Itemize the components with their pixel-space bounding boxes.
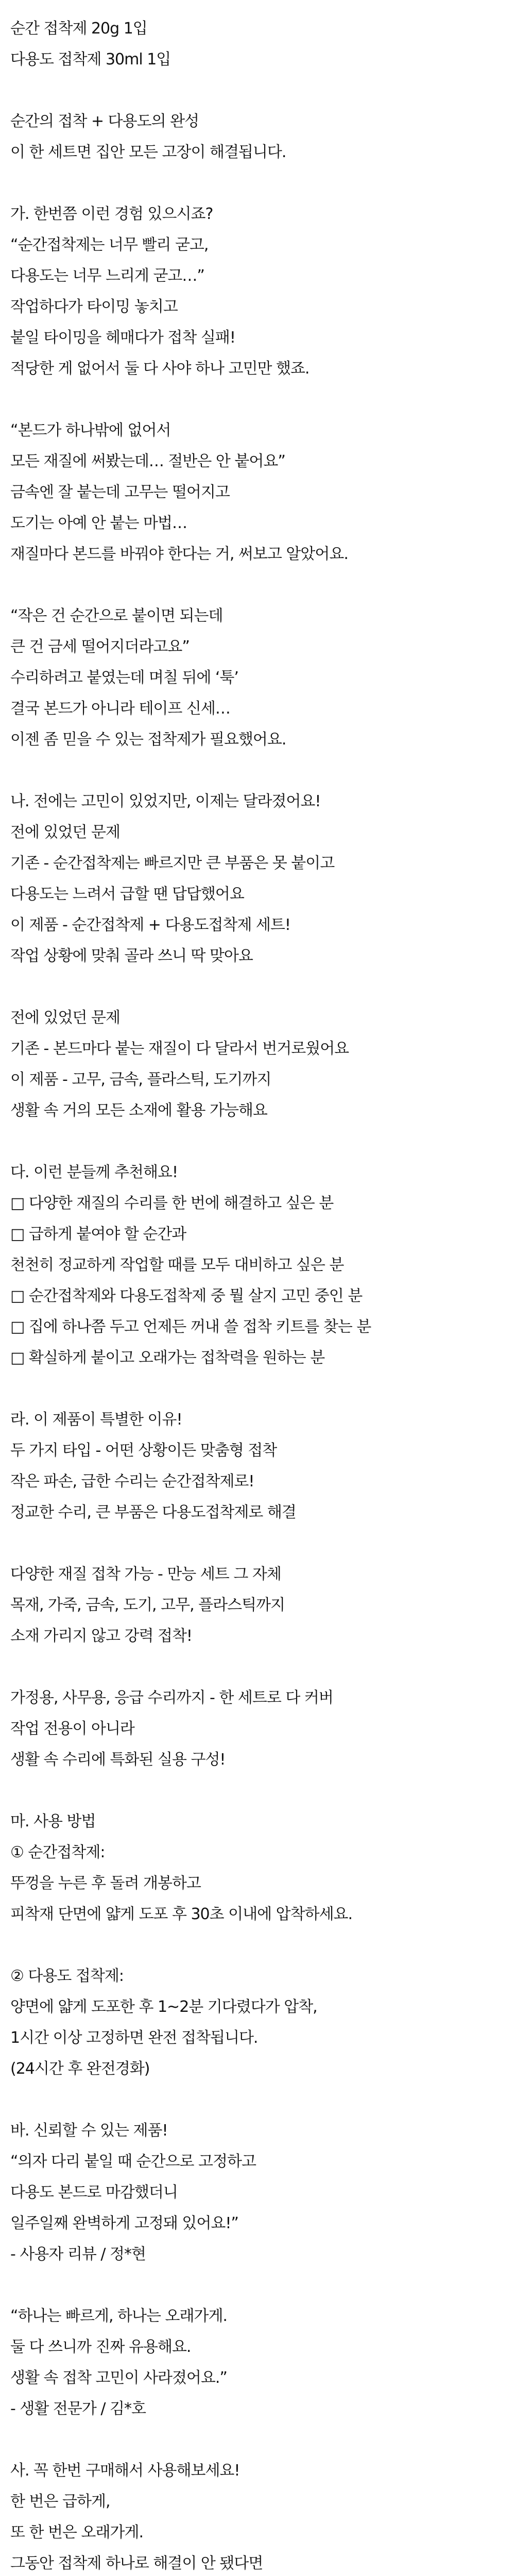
text-line: (24시간 후 완전경화) xyxy=(10,2060,150,2078)
text-line: 한 번은 급하게, xyxy=(10,2493,110,2511)
blank-line xyxy=(10,1374,515,1404)
text-line: 적당한 게 없어서 둘 다 사야 하나 고민만 했죠. xyxy=(10,360,310,378)
text-line: 작업 전용이 아니라 xyxy=(10,1720,134,1738)
blank-line xyxy=(10,1775,515,1806)
text-line: 사. 꼭 한번 구매해서 사용해보세요! xyxy=(10,2462,240,2480)
text-line: 다용도는 너무 느리게 굳고…” xyxy=(10,267,204,285)
blank-line xyxy=(10,570,515,601)
text-line: 작업 상황에 맞춰 골라 쓰니 딱 맞아요 xyxy=(10,947,253,965)
text-line: 순간의 접착 + 다용도의 완성 xyxy=(10,112,199,130)
text-line: “순간접착제는 너무 빨리 굳고, xyxy=(10,236,209,254)
text-line: 작업하다가 타이밍 놓치고 xyxy=(10,298,178,316)
text-line: 다용도 접착제 30ml 1입 xyxy=(10,50,171,69)
text-line: 이 제품 - 고무, 금속, 플라스틱, 도기까지 xyxy=(10,1071,271,1089)
blank-line xyxy=(10,1930,515,1961)
text-line: “본드가 하나밖에 없어서 xyxy=(10,421,171,439)
text-line: 생활 속 수리에 특화된 실용 구성! xyxy=(10,1751,226,1769)
text-line: 이젠 좀 믿을 수 있는 접착제가 필요했어요. xyxy=(10,731,286,749)
text-line: 일주일째 완벽하게 고정돼 있어요!” xyxy=(10,2214,238,2232)
text-line: 라. 이 제품이 특별한 이유! xyxy=(10,1411,182,1429)
text-line: 마. 사용 방법 xyxy=(10,1812,96,1831)
text-line: 천천히 정교하게 작업할 때를 모두 대비하고 싶은 분 xyxy=(10,1256,344,1274)
blank-line xyxy=(10,75,515,106)
text-line: 순간 접착제 20g 1입 xyxy=(10,20,147,38)
text-line: 결국 본드가 아니라 테이프 신세… xyxy=(10,700,230,718)
text-line: 피착재 단면에 얇게 도포 후 30초 이내에 압착하세요. xyxy=(10,1905,353,1923)
text-line: - 사용자 리뷰 / 정*현 xyxy=(10,2245,146,2263)
text-line: 소재 가리지 않고 강력 접착! xyxy=(10,1627,192,1645)
blank-line xyxy=(10,1126,515,1157)
text-line: 생활 속 거의 모든 소재에 활용 가능해요 xyxy=(10,1101,267,1120)
text-line: 다. 이런 분들께 추천해요! xyxy=(10,1163,178,1181)
text-line: 뚜껑을 누른 후 돌려 개봉하고 xyxy=(10,1874,201,1892)
text-line: “의자 다리 붙일 때 순간으로 고정하고 xyxy=(10,2153,256,2171)
text-line: 목재, 가죽, 금속, 도기, 고무, 플라스틱까지 xyxy=(10,1596,285,1614)
text-line: 두 가지 타입 - 어떤 상황이든 맞춤형 접착 xyxy=(10,1442,277,1460)
text-line: 기존 - 순간접착제는 빠르지만 큰 부품은 못 붙이고 xyxy=(10,854,335,872)
blank-line xyxy=(10,1528,515,1559)
text-line: 생활 속 접착 고민이 사라졌어요.” xyxy=(10,2369,227,2387)
text-line: - 생활 전문가 / 김*호 xyxy=(10,2400,146,2418)
text-line: 1시간 이상 고정하면 완전 접착됩니다. xyxy=(10,2029,258,2047)
text-line: □ 집에 하나쯤 두고 언제든 꺼내 쓸 접착 키트를 찾는 분 xyxy=(10,1318,371,1336)
text-line: 양면에 얇게 도포한 후 1~2분 기다렸다가 압착, xyxy=(10,1998,317,2016)
text-line: ② 다용도 접착제: xyxy=(10,1967,124,1985)
text-line: 이 한 세트면 집안 모든 고장이 해결됩니다. xyxy=(10,143,286,161)
text-line: 붙일 타이밍을 헤매다가 접착 실패! xyxy=(10,329,235,347)
text-line: ① 순간접착제: xyxy=(10,1843,105,1861)
text-line: 가. 한번쯤 이런 경험 있으시죠? xyxy=(10,205,213,223)
text-line: □ 확실하게 붙이고 오래가는 접착력을 원하는 분 xyxy=(10,1349,325,1367)
text-line: 이 제품 - 순간접착제 + 다용도접착제 세트! xyxy=(10,916,290,934)
text-line: 다용도는 느려서 급할 땐 답답했어요 xyxy=(10,885,244,903)
text-line: 그동안 접착제 하나로 해결이 안 됐다면 xyxy=(10,2554,263,2572)
blank-line xyxy=(10,384,515,415)
blank-line xyxy=(10,2084,515,2115)
text-line: □ 급하게 붙여야 할 순간과 xyxy=(10,1225,186,1243)
text-line: □ 순간접착제와 다용도접착제 중 뭘 살지 고민 중인 분 xyxy=(10,1287,363,1305)
text-line: 둘 다 쓰니까 진짜 유용해요. xyxy=(10,2338,191,2356)
text-line: 다양한 재질 접착 가능 - 만능 세트 그 자체 xyxy=(10,1565,281,1583)
text-line: 작은 파손, 급한 수리는 순간접착제로! xyxy=(10,1472,254,1490)
text-line: 전에 있었던 문제 xyxy=(10,1009,120,1027)
blank-line xyxy=(10,972,515,1003)
text-line: □ 다양한 재질의 수리를 한 번에 해결하고 싶은 분 xyxy=(10,1194,334,1212)
text-line: “작은 건 순간으로 붙이면 되는데 xyxy=(10,607,223,625)
text-line: 정교한 수리, 큰 부품은 다용도접착제로 해결 xyxy=(10,1503,296,1521)
text-line: 전에 있었던 문제 xyxy=(10,823,120,841)
text-line: 재질마다 본드를 바꿔야 한다는 거, 써보고 알았어요. xyxy=(10,545,348,563)
blank-line xyxy=(10,2270,515,2301)
text-line: 수리하려고 붙였는데 며칠 뒤에 ‘툭’ xyxy=(10,669,238,687)
text-line: “하나는 빠르게, 하나는 오래가게. xyxy=(10,2307,227,2325)
text-line: 나. 전에는 고민이 있었지만, 이제는 달라졌어요! xyxy=(10,792,321,810)
text-line: 큰 건 금세 떨어지더라고요” xyxy=(10,638,190,656)
text-line: 또 한 번은 오래가게. xyxy=(10,2523,143,2541)
text-line: 도기는 아예 안 붙는 마법… xyxy=(10,514,187,532)
text-line: 바. 신뢰할 수 있는 제품! xyxy=(10,2122,168,2140)
blank-line xyxy=(10,168,515,199)
text-line: 금속엔 잘 붙는데 고무는 떨어지고 xyxy=(10,483,230,501)
text-line: 가정용, 사무용, 응급 수리까지 - 한 세트로 다 커버 xyxy=(10,1689,333,1707)
blank-line xyxy=(10,2425,515,2455)
text-line: 모든 재질에 써봤는데… 절반은 안 붙어요” xyxy=(10,452,285,470)
text-line: 다용도 본드로 마감했더니 xyxy=(10,2183,178,2201)
text-line: 기존 - 본드마다 붙는 재질이 다 달라서 번거로웠어요 xyxy=(10,1040,349,1058)
blank-line xyxy=(10,755,515,786)
blank-line xyxy=(10,1652,515,1683)
